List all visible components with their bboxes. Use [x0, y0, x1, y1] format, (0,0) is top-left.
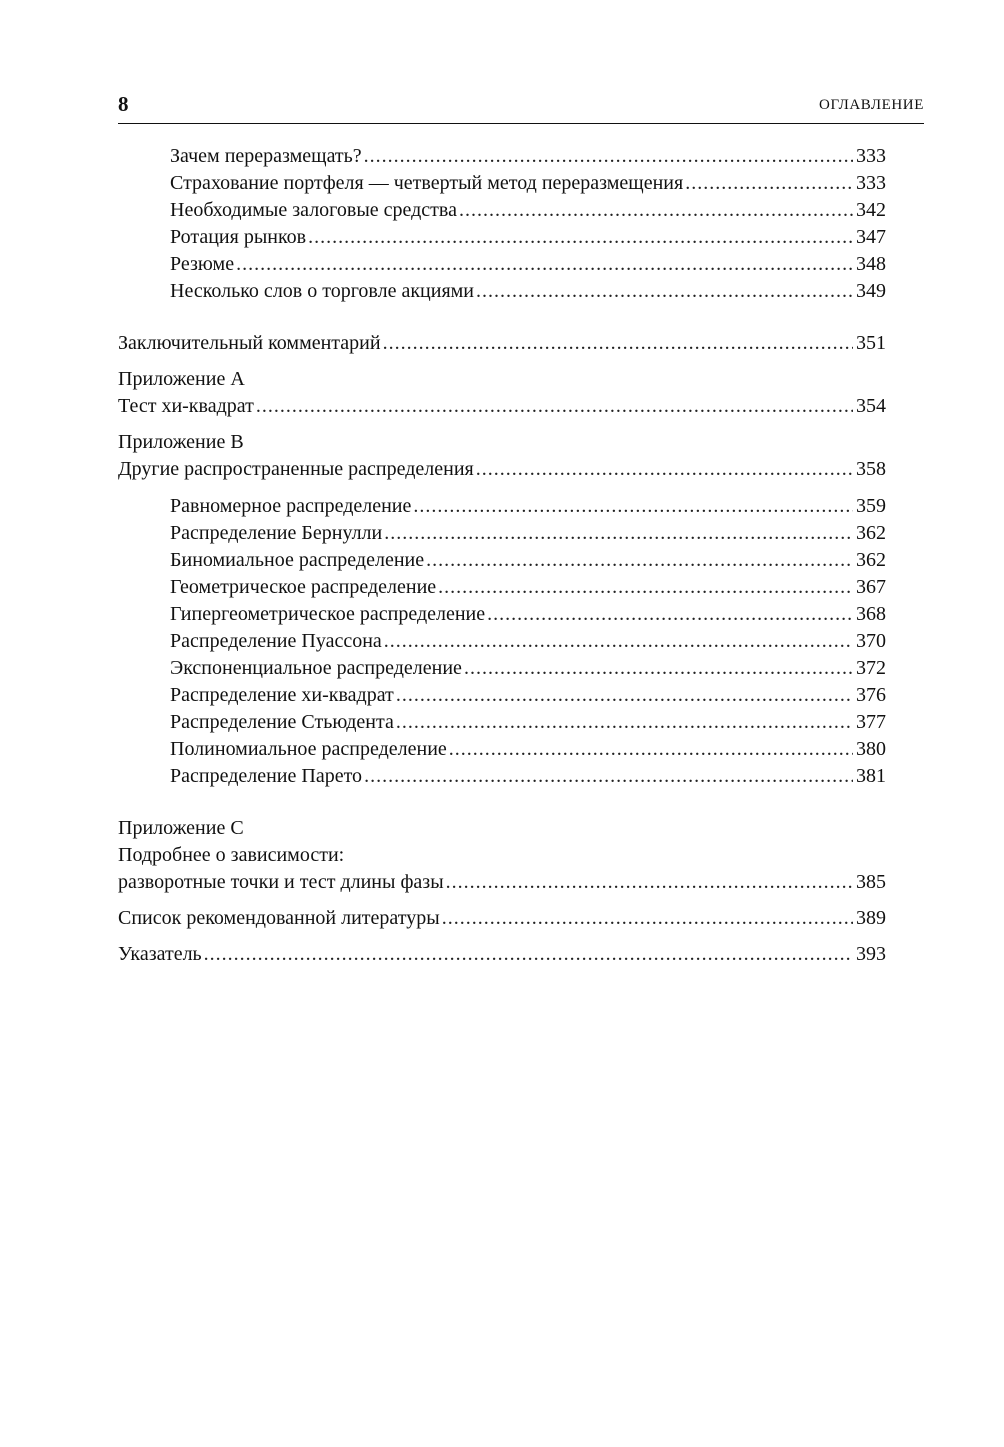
- appendix-heading: Приложение С: [118, 817, 244, 839]
- toc-entry[interactable]: [118, 905, 886, 932]
- dot-leader: [256, 393, 853, 420]
- toc-section-continued: [118, 143, 886, 305]
- dot-leader: [459, 197, 853, 224]
- toc-entry-title: Полиномиальное распределение: [170, 738, 447, 760]
- toc-entry-page: 362: [856, 549, 886, 571]
- toc-appendix-a: [118, 366, 886, 420]
- toc-appendix-b: [118, 429, 886, 790]
- dot-leader: [446, 869, 853, 896]
- toc-entry-page: 385: [856, 871, 886, 893]
- toc-entry[interactable]: [118, 547, 886, 574]
- toc-entry-title: Страхование портфеля — четвертый метод переразмещения: [170, 172, 684, 194]
- toc-entry[interactable]: [118, 493, 886, 520]
- toc-entry[interactable]: [118, 869, 886, 896]
- toc-entry[interactable]: [118, 682, 886, 709]
- toc-entry-page: 349: [856, 280, 886, 302]
- toc-appendix-c: [118, 815, 886, 896]
- toc-entry-title: Экспоненциальное распределение: [170, 657, 462, 679]
- toc-entry-page: 333: [856, 145, 886, 167]
- toc-entry[interactable]: [118, 278, 886, 305]
- running-head: ОГЛАВЛЕНИЕ: [819, 97, 924, 113]
- toc-entry-title: Распределение Стьюдента: [170, 711, 394, 733]
- dot-leader: [464, 655, 853, 682]
- dot-leader: [364, 143, 853, 170]
- toc-entry-title: Зачем переразмещать?: [170, 145, 362, 167]
- appendix-heading: Приложение В: [118, 431, 244, 453]
- toc-entry-page: 393: [856, 943, 886, 965]
- toc-entry-title: Распределение хи-квадрат: [170, 684, 394, 706]
- toc-entry-title: Несколько слов о торговле акциями: [170, 280, 475, 302]
- toc-entry-page: 372: [856, 657, 886, 679]
- dot-leader: [449, 736, 853, 763]
- toc-entry[interactable]: [118, 574, 886, 601]
- toc-entry-page: 342: [856, 199, 886, 221]
- dot-leader: [426, 547, 853, 574]
- toc-entry-title: Равномерное распределение: [170, 495, 412, 517]
- toc-entry-page: 389: [856, 907, 886, 929]
- toc-entry[interactable]: [118, 330, 886, 357]
- toc-entry[interactable]: [118, 941, 886, 968]
- toc-entry-page: 358: [856, 458, 886, 480]
- toc-entry[interactable]: [118, 197, 886, 224]
- toc-entry[interactable]: [118, 224, 886, 251]
- toc-entry-page: 362: [856, 522, 886, 544]
- toc-entry[interactable]: [118, 456, 886, 483]
- toc-entry-title: Необходимые залоговые средства: [170, 199, 457, 221]
- toc-entry[interactable]: [118, 655, 886, 682]
- toc-entry-title: Заключительный комментарий: [118, 332, 381, 354]
- toc-entry-page: 367: [856, 576, 886, 598]
- dot-leader: [236, 251, 853, 278]
- toc-entry-page: 380: [856, 738, 886, 760]
- dot-leader: [476, 456, 853, 483]
- dot-leader: [204, 941, 853, 968]
- dot-leader: [396, 709, 853, 736]
- toc-entry[interactable]: [118, 736, 886, 763]
- toc-entry-title: Ротация рынков: [170, 226, 307, 248]
- toc-entry-title: Указатель: [118, 943, 202, 965]
- toc-closing-comment: [118, 330, 886, 357]
- dot-leader: [438, 574, 853, 601]
- table-of-contents: [118, 143, 886, 968]
- toc-entry-page: 376: [856, 684, 886, 706]
- toc-entry-page: 333: [856, 172, 886, 194]
- toc-bibliography: [118, 905, 886, 932]
- toc-entry[interactable]: [118, 628, 886, 655]
- toc-index: [118, 941, 886, 968]
- dot-leader: [476, 278, 853, 305]
- toc-entry[interactable]: [118, 251, 886, 278]
- dot-leader: [384, 628, 853, 655]
- toc-entry[interactable]: [118, 170, 886, 197]
- toc-entry-page: 359: [856, 495, 886, 517]
- toc-entry[interactable]: [118, 520, 886, 547]
- header-rule: [118, 123, 924, 124]
- toc-entry-title: Распределение Бернулли: [170, 522, 383, 544]
- toc-entry-title: Биномиальное распределение: [170, 549, 425, 571]
- dot-leader: [364, 763, 853, 790]
- toc-entry[interactable]: [118, 763, 886, 790]
- toc-entry-title: Другие распространенные распределения: [118, 458, 474, 480]
- toc-entry-page: 368: [856, 603, 886, 625]
- dot-leader: [396, 682, 853, 709]
- toc-entry[interactable]: [118, 709, 886, 736]
- toc-entry-title: Распределение Парето: [170, 765, 363, 787]
- toc-entry-title: Гипергеометрическое распределение: [170, 603, 486, 625]
- toc-entry-page: 370: [856, 630, 886, 652]
- toc-entry-title: Распределение Пуассона: [170, 630, 382, 652]
- toc-entry[interactable]: [118, 393, 886, 420]
- dot-leader: [442, 905, 853, 932]
- toc-entry-title: Список рекомендованной литературы: [118, 907, 440, 929]
- appendix-heading: Приложение А: [118, 368, 245, 390]
- dot-leader: [308, 224, 853, 251]
- toc-entry-page: 347: [856, 226, 886, 248]
- toc-entry-page: 354: [856, 395, 886, 417]
- toc-entry-page: 351: [856, 332, 886, 354]
- toc-entry-title: Тест хи-квадрат: [118, 395, 254, 417]
- toc-entry[interactable]: [118, 601, 886, 628]
- toc-entry-page: 381: [856, 765, 886, 787]
- dot-leader: [413, 493, 853, 520]
- toc-entry-page: 348: [856, 253, 886, 275]
- toc-entry-title: Резюме: [170, 253, 235, 275]
- toc-entry-title: Геометрическое распределение: [170, 576, 437, 598]
- toc-entry-title: разворотные точки и тест длины фазы: [118, 871, 444, 893]
- appendix-title-line: Подробнее о зависимости:: [118, 844, 345, 866]
- toc-subentries: [118, 493, 886, 790]
- dot-leader: [384, 520, 853, 547]
- dot-leader: [487, 601, 853, 628]
- toc-entry[interactable]: [118, 143, 886, 170]
- dot-leader: [383, 330, 853, 357]
- page-number: 8: [118, 92, 129, 116]
- toc-entry-page: 377: [856, 711, 886, 733]
- dot-leader: [685, 170, 853, 197]
